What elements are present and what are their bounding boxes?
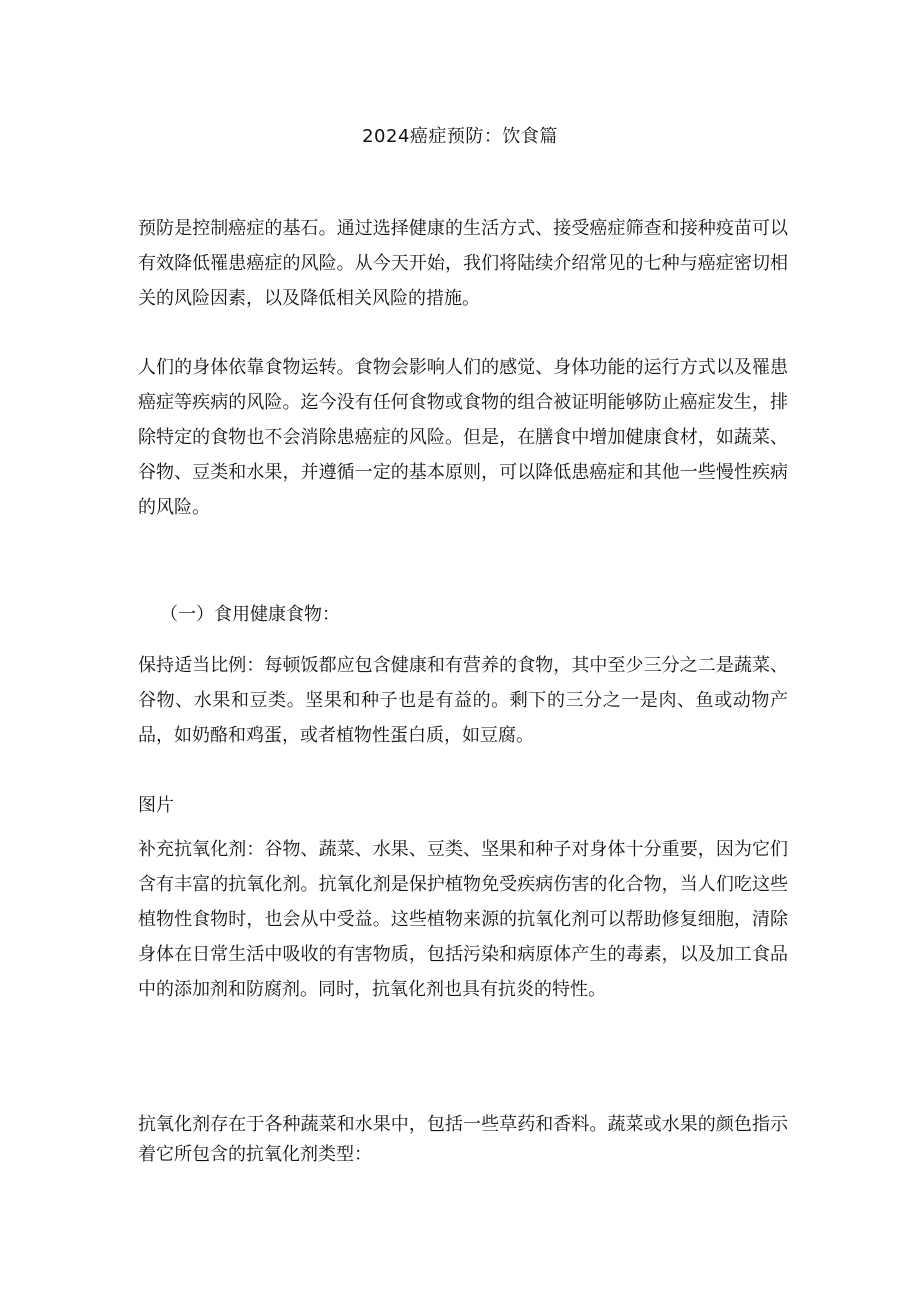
antioxidant-paragraph: 补充抗氧化剂：谷物、蔬菜、水果、豆类、坚果和种子对身体十分重要，因为它们含有丰富的抗氧化剂。抗氧化剂是保护植物免受疾病伤害的化合物，当人们吃这些植物性食物时，也会从中受益。这些植物来源的抗氧化剂可以帮助修复细胞，清除身体在日常生活中吸收的有害物质，包括污染和病原体产生的毒素，以及加工食品中的添加剂和防腐剂。同时，抗氧化剂也具有抗炎的特性。: [138, 839, 788, 1000]
body-paragraph: 人们的身体依靠食物运转。食物会影响人们的感觉、身体功能的运行方式以及罹患癌症等疾病的风险。迄今没有任何食物或食物的组合被证明能够防止癌症发生，排除特定的食物也不会消除患癌症的风险。但是，在膳食中增加健康食材，如蔬菜、谷物、豆类和水果，并遵循一定的基本原则，可以降低患癌症和其他一些慢性疾病的风险。: [138, 357, 788, 518]
intro-paragraph: 预防是控制癌症的基石。通过选择健康的生活方式、接受癌症筛查和接种疫苗可以有效降低罹患癌症的风险。从今天开始，我们将陆续介绍常见的七种与癌症密切相关的风险因素，以及降低相关风险的措施。: [138, 218, 788, 309]
proportion-paragraph: 保持适当比例：每顿饭都应包含健康和有营养的食物，其中至少三分之二是蔬菜、谷物、水果和豆类。坚果和种子也是有益的。剩下的三分之一是肉、鱼或动物产品，如奶酪和鸡蛋，或者植物性蛋白质，如豆腐。: [138, 655, 788, 746]
antioxidant-color-paragraph: 抗氧化剂存在于各种蔬菜和水果中，包括一些草药和香料。蔬菜或水果的颜色指示着它所包含的抗氧化剂类型：: [138, 1114, 788, 1165]
section-heading: （一）食用健康食物：: [160, 604, 340, 625]
document-title: 2024癌症预防：饮食篇: [362, 126, 558, 147]
image-placeholder-label: 图片: [138, 795, 174, 816]
